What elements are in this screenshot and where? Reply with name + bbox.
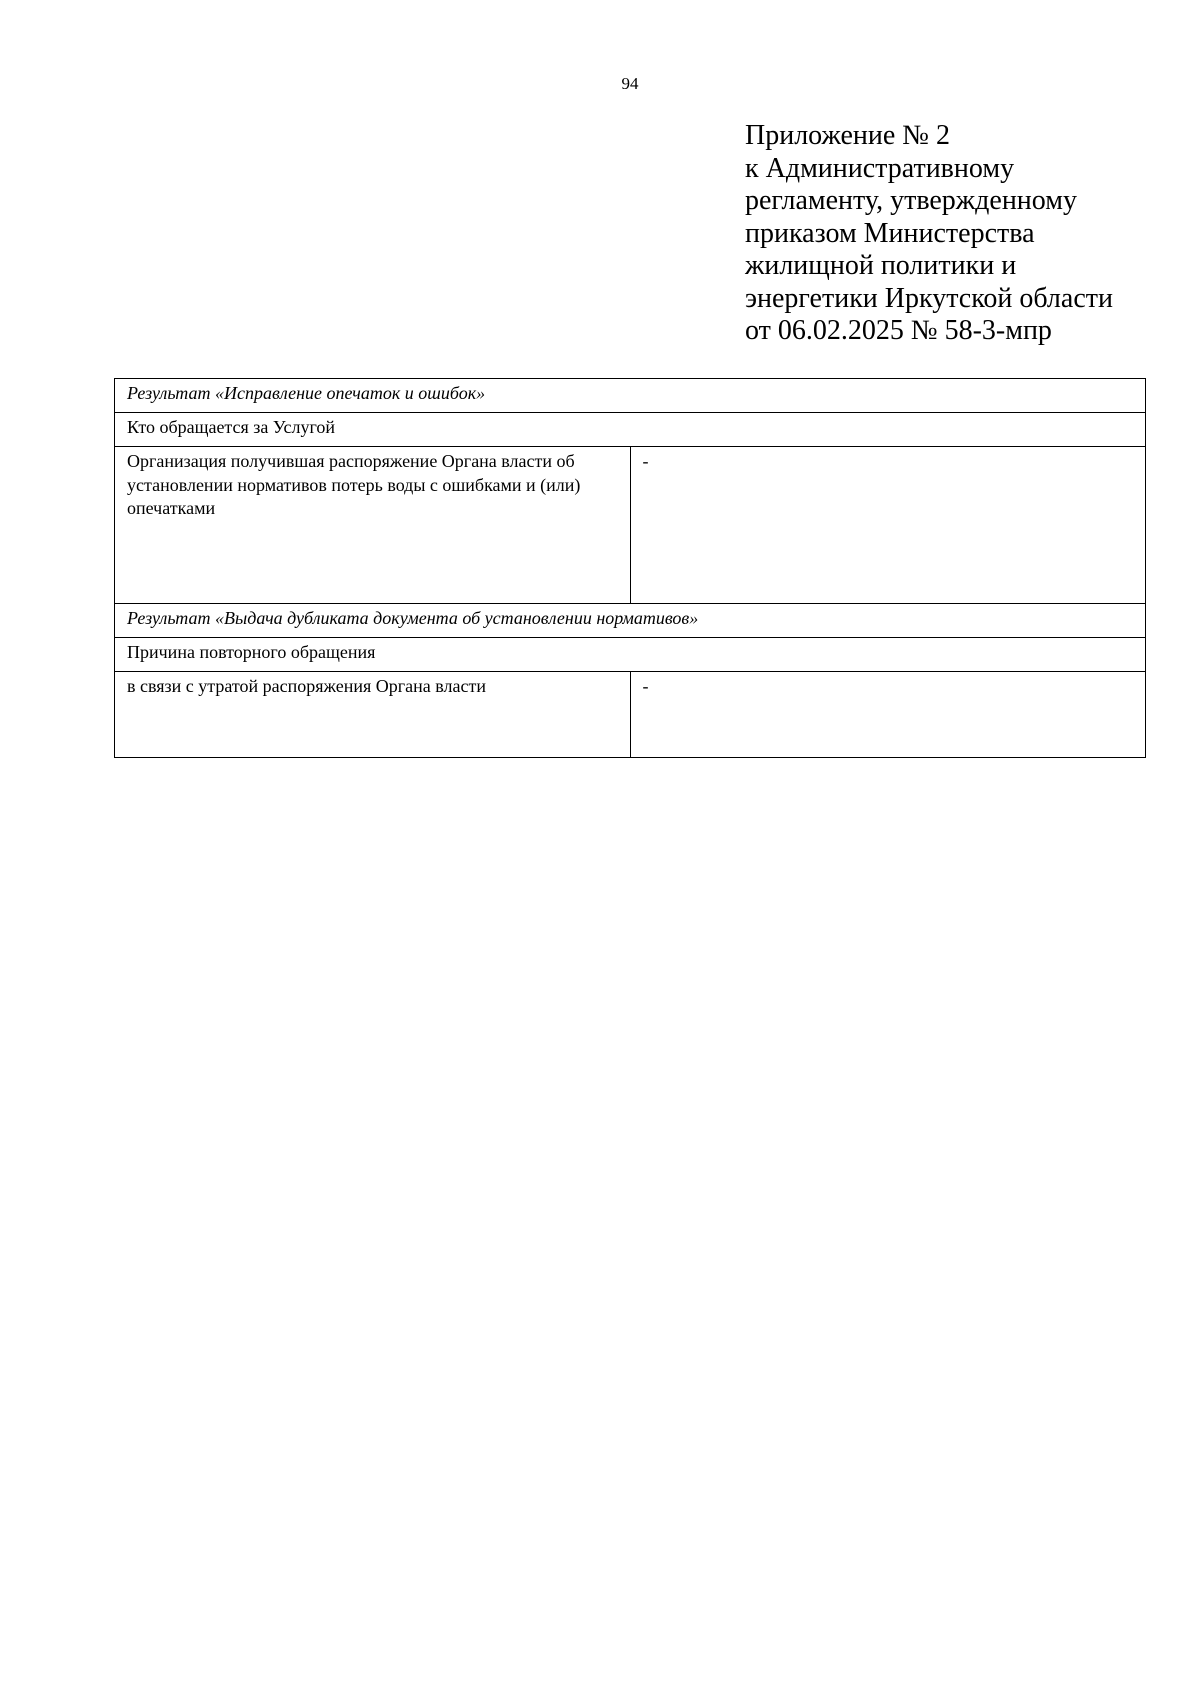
row-value: - (630, 447, 1146, 604)
appendix-line: к Административному (745, 152, 1015, 184)
row-value: - (630, 672, 1146, 758)
appendix-line: приказом Министерства (745, 217, 1035, 249)
appendix-line: регламенту, утвержденному (745, 185, 1077, 216)
appendix-line: энергетики Иркутской области (745, 282, 1113, 314)
table-row (115, 638, 1146, 672)
page-number: 94 (621, 74, 639, 93)
section-subheader: Кто обращается за Услугой (115, 413, 1146, 447)
table-row (115, 447, 1146, 604)
appendix-line: от 06.02.2025 № 58-3-мпр (745, 315, 1052, 346)
appendix-line: жилищной политики и (745, 250, 1017, 281)
results-table (114, 378, 1146, 758)
row-label: Организация получившая распоряжение Органа власти об установлении нормативов потерь воды с ошибками и (или) опечатками (115, 447, 631, 604)
table-row (115, 413, 1146, 447)
section-subheader: Причина повторного обращения (115, 638, 1146, 672)
appendix-header (745, 120, 1185, 348)
row-label: в связи с утратой распоряжения Органа власти (115, 672, 631, 758)
appendix-line: Приложение № 2 (745, 120, 950, 151)
table-row (115, 672, 1146, 758)
section-title: Результат «Выдача дубликата документа об установлении нормативов» (115, 604, 1146, 638)
table-row (115, 379, 1146, 413)
section-title: Результат «Исправление опечаток и ошибок» (115, 379, 1146, 413)
table-row (115, 604, 1146, 638)
